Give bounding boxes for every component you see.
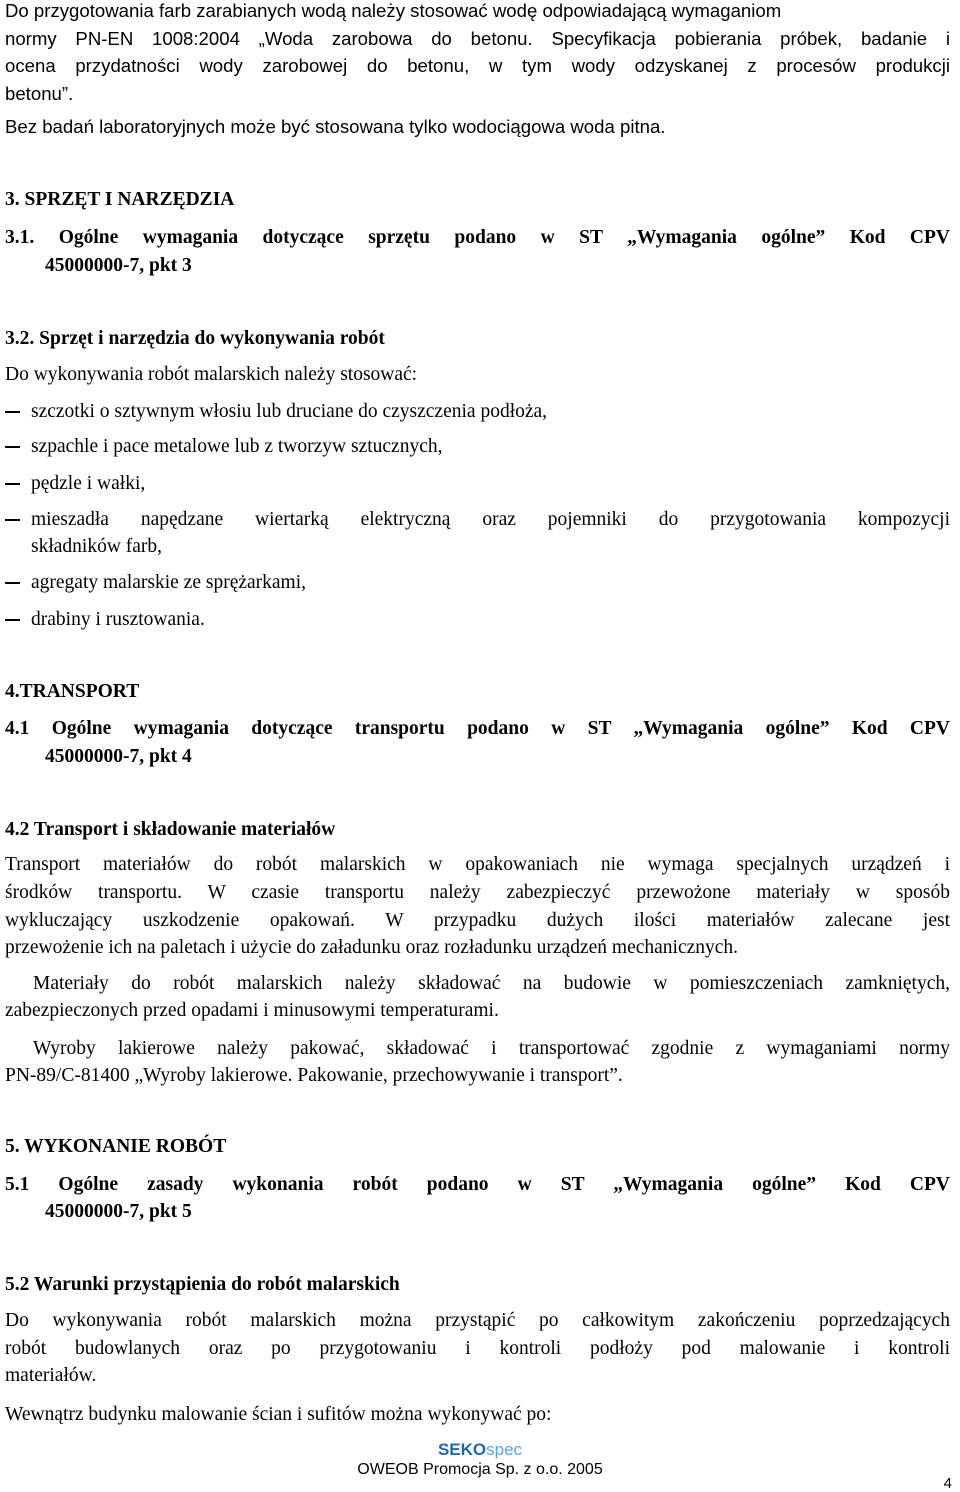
section-4-2-p3-line: Wyroby lakierowe należy pakować, składować i transportować zgodnie z wymaganiami normy <box>33 1038 950 1059</box>
section-5-heading: 5. WYKONANIE ROBÓT <box>5 1136 227 1157</box>
list-dash <box>5 411 20 413</box>
list-dash <box>5 619 20 621</box>
list-dash <box>5 519 20 521</box>
intro-line-5: Bez badań laboratoryjnych może być stosowana tylko wodociągowa woda pitna. <box>5 116 666 137</box>
section-4-1-line-2: 45000000-7, pkt 4 <box>45 746 192 767</box>
logo-part-1: SEKO <box>437 1440 487 1459</box>
section-5-2-heading: 5.2 Warunki przystąpienia do robót malarskich <box>5 1274 400 1295</box>
section-4-2-p1-line: przewożenie ich na paletach i użycie do załadunku oraz rozładunku urządzeń mechanicznych. <box>5 937 739 958</box>
footer-logo <box>0 1440 960 1460</box>
section-3-1-line-1: 3.1. Ogólne wymagania dotyczące sprzętu podano w ST „Wymagania ogólne” Kod CPV <box>5 227 950 248</box>
section-5-2-p1-line: robót budowlanych oraz po przygotowaniu i kontroli podłoży pod malowanie i kontroli <box>5 1338 950 1359</box>
section-4-2-p3-line: PN-89/C-81400 „Wyroby lakierowe. Pakowanie, przechowywanie i transport”. <box>5 1065 623 1086</box>
list-dash <box>5 446 20 448</box>
footer-company: OWEOB Promocja Sp. z o.o. 2005 <box>357 1461 603 1478</box>
section-3-heading: 3. SPRZĘT I NARZĘDZIA <box>5 189 235 210</box>
list-item-continuation: składników farb, <box>31 536 163 557</box>
section-3-2-heading: 3.2. Sprzęt i narzędzia do wykonywania robót <box>5 328 385 349</box>
logo-part-2: spec <box>486 1440 523 1459</box>
section-3-1-line-2: 45000000-7, pkt 3 <box>45 255 192 276</box>
list-item: szczotki o sztywnym włosiu lub druciane do czyszczenia podłoża, <box>31 401 548 422</box>
section-5-1-line-2: 45000000-7, pkt 5 <box>45 1201 192 1222</box>
list-item: pędzle i wałki, <box>31 473 146 494</box>
list-dash <box>5 582 20 584</box>
section-4-1-line-1: 4.1 Ogólne wymagania dotyczące transportu podano w ST „Wymagania ogólne” Kod CPV <box>5 718 950 739</box>
section-5-1-line-1: 5.1 Ogólne zasady wykonania robót podano w ST „Wymagania ogólne” Kod CPV <box>5 1174 950 1195</box>
list-item: szpachle i pace metalowe lub z tworzyw sztucznych, <box>31 436 443 457</box>
section-3-2-lead: Do wykonywania robót malarskich należy stosować: <box>5 364 418 385</box>
list-item: drabiny i rusztowania. <box>31 609 205 630</box>
section-4-2-p1-line: środków transportu. W czasie transportu należy zabezpieczyć przewożone materiały w sposób <box>5 882 950 903</box>
intro-line-4: betonu”. <box>5 83 74 104</box>
section-4-2-heading: 4.2 Transport i składowanie materiałów <box>5 819 336 840</box>
section-4-2-p1-line: Transport materiałów do robót malarskich w opakowaniach nie wymaga specjalnych urządzeń i <box>5 854 950 875</box>
section-4-2-p1-line: wykluczający uszkodzenie opakowań. W przypadku dużych ilości materiałów zalecane jest <box>5 910 950 931</box>
intro-line-1: Do przygotowania farb zarabianych wodą należy stosować wodę odpowiadającą wymaganiom <box>5 0 782 21</box>
section-4-heading: 4.TRANSPORT <box>5 681 140 702</box>
intro-line-3: ocena przydatności wody zarobowej do betonu, w tym wody odzyskanej z procesów produkcji <box>5 55 950 76</box>
list-item: agregaty malarskie ze sprężarkami, <box>31 572 307 593</box>
section-5-2-p1-line: Do wykonywania robót malarskich można przystąpić po całkowitym zakończeniu poprzedzających <box>5 1310 950 1331</box>
intro-line-2: normy PN-EN 1008:2004 „Woda zarobowa do betonu. Specyfikacja pobierania próbek, badanie i <box>5 28 950 49</box>
section-5-2-p1-line: materiałów. <box>5 1365 97 1386</box>
section-4-2-p2-line: zabezpieczonych przed opadami i minusowymi temperaturami. <box>5 1000 499 1021</box>
page-number: 4 <box>943 1475 952 1492</box>
list-item: mieszadła napędzane wiertarką elektryczną oraz pojemniki do przygotowania kompozycji <box>31 509 950 530</box>
list-dash <box>5 483 20 485</box>
section-5-2-p2: Wewnątrz budynku malowanie ścian i sufitów można wykonywać po: <box>5 1404 552 1425</box>
section-4-2-p2-line: Materiały do robót malarskich należy składować na budowie w pomieszczeniach zamkniętych, <box>33 973 950 994</box>
